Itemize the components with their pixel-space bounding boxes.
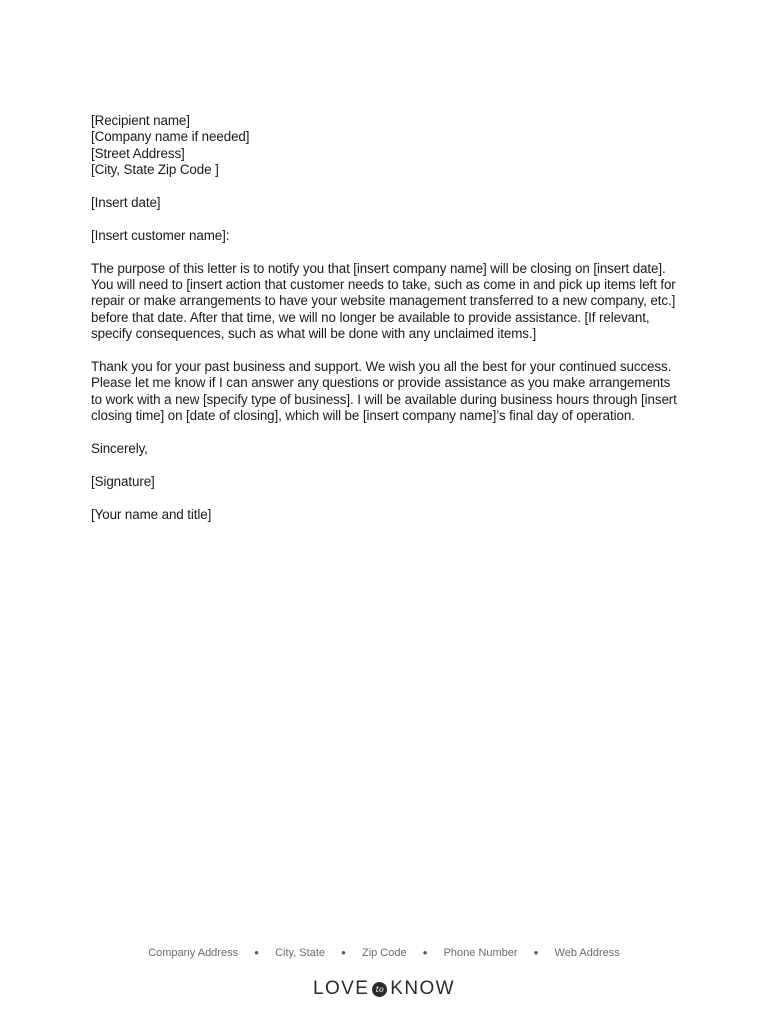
bullet-separator-icon: ● [533, 948, 539, 957]
footer-company-address: Company Address [148, 947, 239, 959]
letter-salutation: [Insert customer name]: [91, 227, 230, 243]
recipient-street: [Street Address] [91, 145, 185, 161]
footer-phone-number: Phone Number [443, 947, 518, 959]
letter-signature: [Signature] [91, 473, 155, 489]
recipient-address-block [91, 113, 681, 179]
recipient-name: [Recipient name] [91, 113, 190, 128]
bullet-separator-icon: ● [422, 948, 428, 957]
recipient-city: [City, State Zip Code ] [91, 162, 219, 178]
bullet-separator-icon: ● [254, 948, 259, 957]
lovetoknow-logo [0, 978, 768, 1000]
body-paragraph-1: The purpose of this letter is to notify you that [insert company name] will be closing on [insert date]. You will need to [insert action that customer needs to take, such as come in and pick up items left for repair or make arrangements to have your website management transferred to a new company, etc.] before that date. After that time, we will no longer be available to provide assistance. [If relevant, specify consequences, such as what will be done with any unclaimed items.] [91, 260, 676, 342]
logo-text-know: KNOW [390, 978, 455, 999]
bullet-separator-icon: ● [341, 948, 346, 957]
logo-text-love: LOVE [312, 978, 370, 999]
letter-name-title: [Your name and title] [91, 506, 212, 522]
logo-to-badge-icon: to [372, 982, 387, 997]
recipient-company: [Company name if needed] [91, 129, 250, 145]
footer-zip-code: Zip Code [361, 947, 407, 959]
letter-body [91, 113, 681, 539]
footer-web-address: Web Address [554, 947, 620, 959]
body-paragraph-2: Thank you for your past business and support. We wish you all the best for your continued success. Please let me know if I can answer any questions or provide assistance as you make arrangements to work with a new [specify type of business]. I will be available during business hours through [insert closing time] on [date of closing], which will be [insert company name]’s final day of operation. [91, 359, 677, 424]
footer-city-state: City, State [275, 947, 325, 959]
footer-contact-line [0, 947, 768, 959]
letter-date: [Insert date] [91, 195, 161, 211]
letter-closing: Sincerely, [91, 441, 148, 457]
